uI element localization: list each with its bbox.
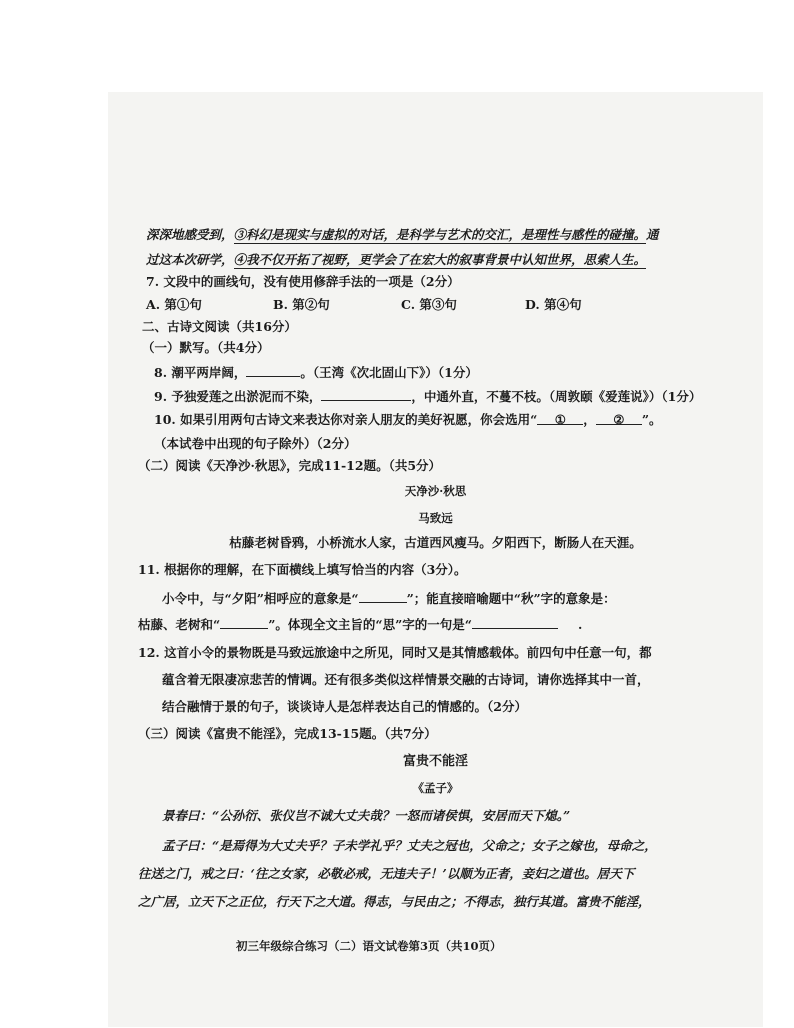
question-12-line-2: 蕴含着无限凄凉悲苦的情调。还有很多类似这样情景交融的古诗词，请你选择其中一首， bbox=[162, 672, 650, 687]
q10-note: （本试卷中出现的句子除外）（2分） bbox=[154, 436, 357, 451]
passage-line-1 bbox=[146, 227, 659, 243]
q8-source: 。（王湾《次北固山下》）（1分） bbox=[300, 365, 478, 380]
q9-answer-blank[interactable] bbox=[321, 388, 411, 401]
q11-line-2 bbox=[138, 616, 582, 633]
q11-period: . bbox=[577, 617, 583, 632]
question-10 bbox=[154, 412, 662, 428]
q10-text: 10. 如果引用两句古诗文来表达你对亲人朋友的美好祝愿，你会选用“ bbox=[154, 412, 538, 427]
question-12-line-1: 12. 这首小令的景物既是马致远旅途中之所见，同时又是其情感载体。前四句中任意一句，都 bbox=[138, 645, 652, 660]
q10-end: ”。 bbox=[641, 412, 662, 427]
q9-source: ，中通外直，不蔓不枝。（周敦颐《爱莲说》）（1分） bbox=[411, 389, 702, 404]
q10-separator: ， bbox=[583, 412, 596, 427]
poem-title: 天净沙·秋思 bbox=[404, 484, 467, 498]
question-8 bbox=[154, 364, 478, 381]
q7-option-a: A. 第①句 bbox=[146, 297, 202, 312]
article-title: 富贵不能淫 bbox=[402, 754, 468, 769]
q11-blank-2[interactable] bbox=[220, 616, 268, 629]
q8-answer-blank[interactable] bbox=[246, 364, 300, 377]
poem-author: 马致远 bbox=[418, 511, 453, 525]
article-paragraph-2-line-2: 往送之门，戒之曰：‘往之女家，必敬必戒，无违夫子！’以顺为正者，妾妇之道也。居天下 bbox=[138, 866, 635, 881]
section-2-title: 二、古诗文阅读（共16分） bbox=[142, 319, 297, 334]
q11-text: ”。体现全文主旨的“思”字的一句是“ bbox=[268, 617, 472, 632]
underlined-sentence-3: ③科幻是现实与虚拟的对话，是科学与艺术的交汇，是理性与感性的碰撞。 bbox=[233, 227, 647, 242]
q11-blank-3[interactable] bbox=[472, 616, 558, 629]
question-11: 11. 根据你的理解，在下面横线上填写恰当的内容（3分）。 bbox=[138, 562, 467, 577]
question-12-line-3: 结合融情于景的句子，谈谈诗人是怎样表达自己的情感的。（2分） bbox=[162, 699, 527, 714]
passage-line-2 bbox=[146, 252, 646, 268]
article-paragraph-2-line-3: 之广居，立天下之正位，行天下之大道。得志，与民由之；不得志，独行其道。富贵不能淫， bbox=[138, 894, 651, 909]
part-1-title: （一）默写。（共4分） bbox=[142, 340, 270, 355]
q9-text: 9. 予独爱莲之出淤泥而不染， bbox=[154, 389, 322, 404]
article-source: 《孟子》 bbox=[412, 781, 459, 795]
q11-text: 小令中，与“夕阳”相呼应的意象是“ bbox=[162, 591, 359, 606]
article-paragraph-1: 景春曰：“公孙衍、张仪岂不诚大丈夫哉？一怒而诸侯惧，安居而天下熄。” bbox=[162, 808, 571, 823]
q7-option-b: B. 第②句 bbox=[273, 297, 330, 312]
question-9 bbox=[154, 388, 701, 405]
q7-option-c: C. 第③句 bbox=[401, 297, 457, 312]
part-3-heading: （三）阅读《富贵不能淫》，完成13-15题。（共7分） bbox=[138, 726, 437, 741]
q11-line-1 bbox=[162, 590, 616, 607]
exam-page bbox=[108, 92, 763, 1027]
poem-text: 枯藤老树昏鸦，小桥流水人家，古道西风瘦马。夕阳西下，断肠人在天涯。 bbox=[229, 535, 642, 550]
article-paragraph-2-line-1: 孟子曰：“是焉得为大丈夫乎？子未学礼乎？丈夫之冠也，父命之；女子之嫁也，母命之， bbox=[162, 838, 657, 853]
q8-text: 8. 潮平两岸阔， bbox=[154, 365, 247, 380]
passage-text: 深深地感受到， bbox=[146, 227, 234, 242]
passage-text: 通 bbox=[646, 227, 659, 242]
q10-blank-2[interactable]: ② bbox=[596, 412, 642, 425]
q11-text: ”；能直接暗喻题中“秋”字的意象是： bbox=[406, 591, 616, 606]
q10-blank-1[interactable]: ① bbox=[537, 412, 583, 425]
underlined-sentence-4: ④我不仅开拓了视野，更学会了在宏大的叙事背景中认知世界，思索人生。 bbox=[233, 252, 647, 267]
q7-option-d: D. 第④句 bbox=[525, 297, 582, 312]
page-footer: 初三年级综合练习（二）语文试卷第3页（共10页） bbox=[236, 939, 502, 953]
q11-blank-1[interactable] bbox=[359, 590, 407, 603]
passage-text: 过这本次研学， bbox=[146, 252, 234, 267]
q11-text: 枯藤、老树和“ bbox=[138, 617, 221, 632]
question-7: 7. 文段中的画线句，没有使用修辞手法的一项是（2分） bbox=[146, 274, 460, 289]
part-2-heading: （二）阅读《天净沙·秋思》，完成11-12题。（共5分） bbox=[138, 458, 442, 473]
